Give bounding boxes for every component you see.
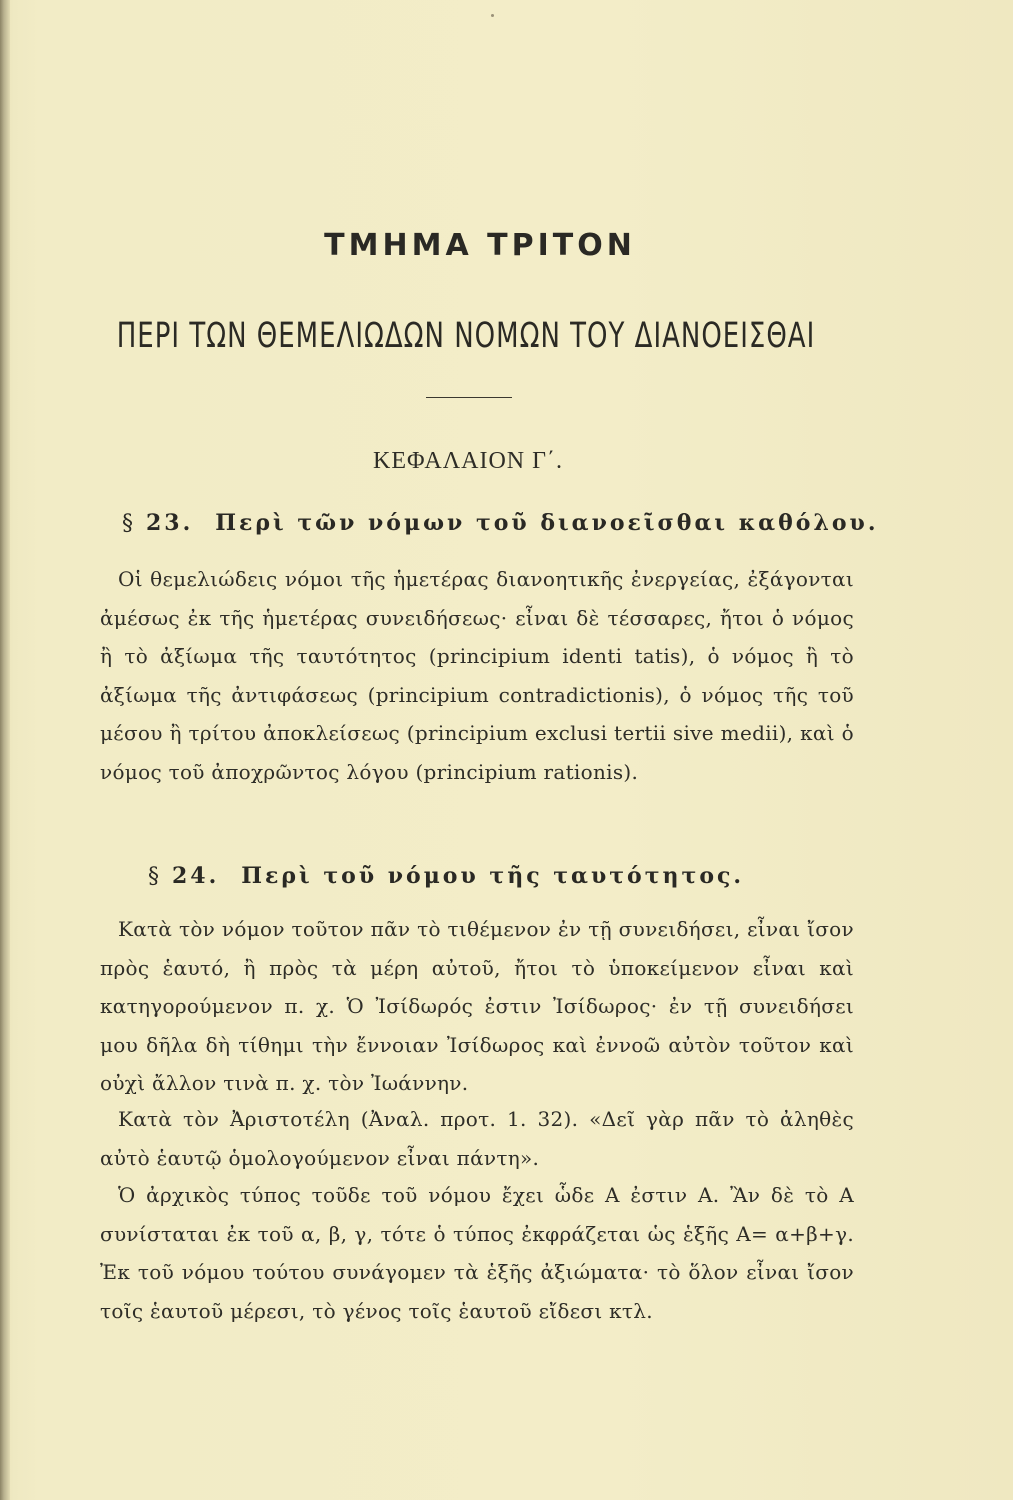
section-sign: §: [148, 864, 162, 889]
section-24-paragraph-2: [100, 1100, 854, 1177]
paragraph-text: Ὁ ἀρχικὸς τύπος τοῦδε τοῦ νόμου ἔχει ὧδε Α ἐστιν Α. Ἂν δὲ τὸ Α συνίσταται ἐκ τοῦ α, β, γ, τότε ὁ τύπος ἐκφράζεται ὡς ἑξῆς Α= α+β+γ. Ἐκ τοῦ νόμου τούτου συνάγομεν τὰ ἑξῆς ἀξιώματα· τὸ ὅλον εἶναι ἴσον τοῖς ἑαυτοῦ μέρεσι, τὸ γένος τοῖς ἑαυτοῦ εἴδεσι κτλ.: [100, 1183, 854, 1323]
chapter-heading: ΚΕΦΑΛΑΙΟΝ Γ΄.: [373, 448, 563, 474]
paragraph-text: Κατὰ τὸν Ἀριστοτέλη (Ἀναλ. προτ. 1. 32). «Δεῖ γὰρ πᾶν τὸ ἀληθὲς αὐτὸ ἑαυτῷ ὁμολογούμενον εἶναι πάντη».: [100, 1107, 854, 1170]
section-heading-text: Περὶ τῶν νόμων τοῦ διανοεῖσθαι καθόλου.: [215, 510, 879, 536]
title-divider: [426, 397, 512, 398]
section-sign: §: [122, 511, 136, 536]
section-23-heading: [122, 510, 878, 536]
section-title: ΤΜΗΜΑ ΤΡΙΤΟΝ: [324, 228, 636, 263]
section-24-heading: [148, 863, 744, 889]
section-subtitle: ΠΕΡΙ ΤΩΝ ΘΕΜΕΛΙΩΔΩΝ ΝΟΜΩΝ ΤΟΥ ΔΙΑΝΟΕΙΣΘΑΙ: [116, 316, 816, 357]
paragraph-text: Οἱ θεμελιώδεις νόμοι τῆς ἡμετέρας διανοητικῆς ἐνεργείας, ἐξάγονται ἀμέσως ἐκ τῆς ἡμετέρας συνειδήσεως· εἶναι δὲ τέσσαρες, ἤτοι ὁ νόμος ἢ τὸ ἀξίωμα τῆς ταυτότητος (principium identi tatis), ὁ νόμος ἢ τὸ ἀξίωμα τῆς ἀντιφάσεως (principium contradictionis), ὁ νόμος τῆς τοῦ μέσου ἢ τρίτου ἀποκλείσεως (principium exclusi tertii sive medii), καὶ ὁ νόμος τοῦ ἀποχρῶντος λόγου (principium rationis).: [100, 567, 854, 784]
section-23-paragraph: [100, 560, 854, 791]
section-24-paragraph-3: [100, 1176, 854, 1330]
paper-speck: [491, 14, 494, 17]
section-number: 23.: [146, 510, 194, 536]
book-spine-shadow: [0, 0, 10, 1500]
paragraph-text: Κατὰ τὸν νόμον τοῦτον πᾶν τὸ τιθέμενον ἐν τῇ συνειδήσει, εἶναι ἴσον πρὸς ἑαυτό, ἢ πρὸς τὰ μέρη αὐτοῦ, ἤτοι τὸ ὑποκείμενον εἶναι καὶ κατηγορούμενον π. χ. Ὁ Ἰσίδωρός ἐστιν Ἰσίδωρος· ἐν τῇ συνειδήσει μου δῆλα δὴ τίθημι τὴν ἔννοιαν Ἰσίδωρος καὶ ἐννοῶ αὐτὸν τοῦτον καὶ οὐχὶ ἄλλον τινὰ π. χ. τὸν Ἰωάννην.: [100, 917, 854, 1095]
section-heading-text: Περὶ τοῦ νόμου τῆς ταυτότητος.: [241, 863, 745, 889]
section-number: 24.: [172, 863, 220, 889]
section-24-paragraph-1: [100, 910, 854, 1103]
